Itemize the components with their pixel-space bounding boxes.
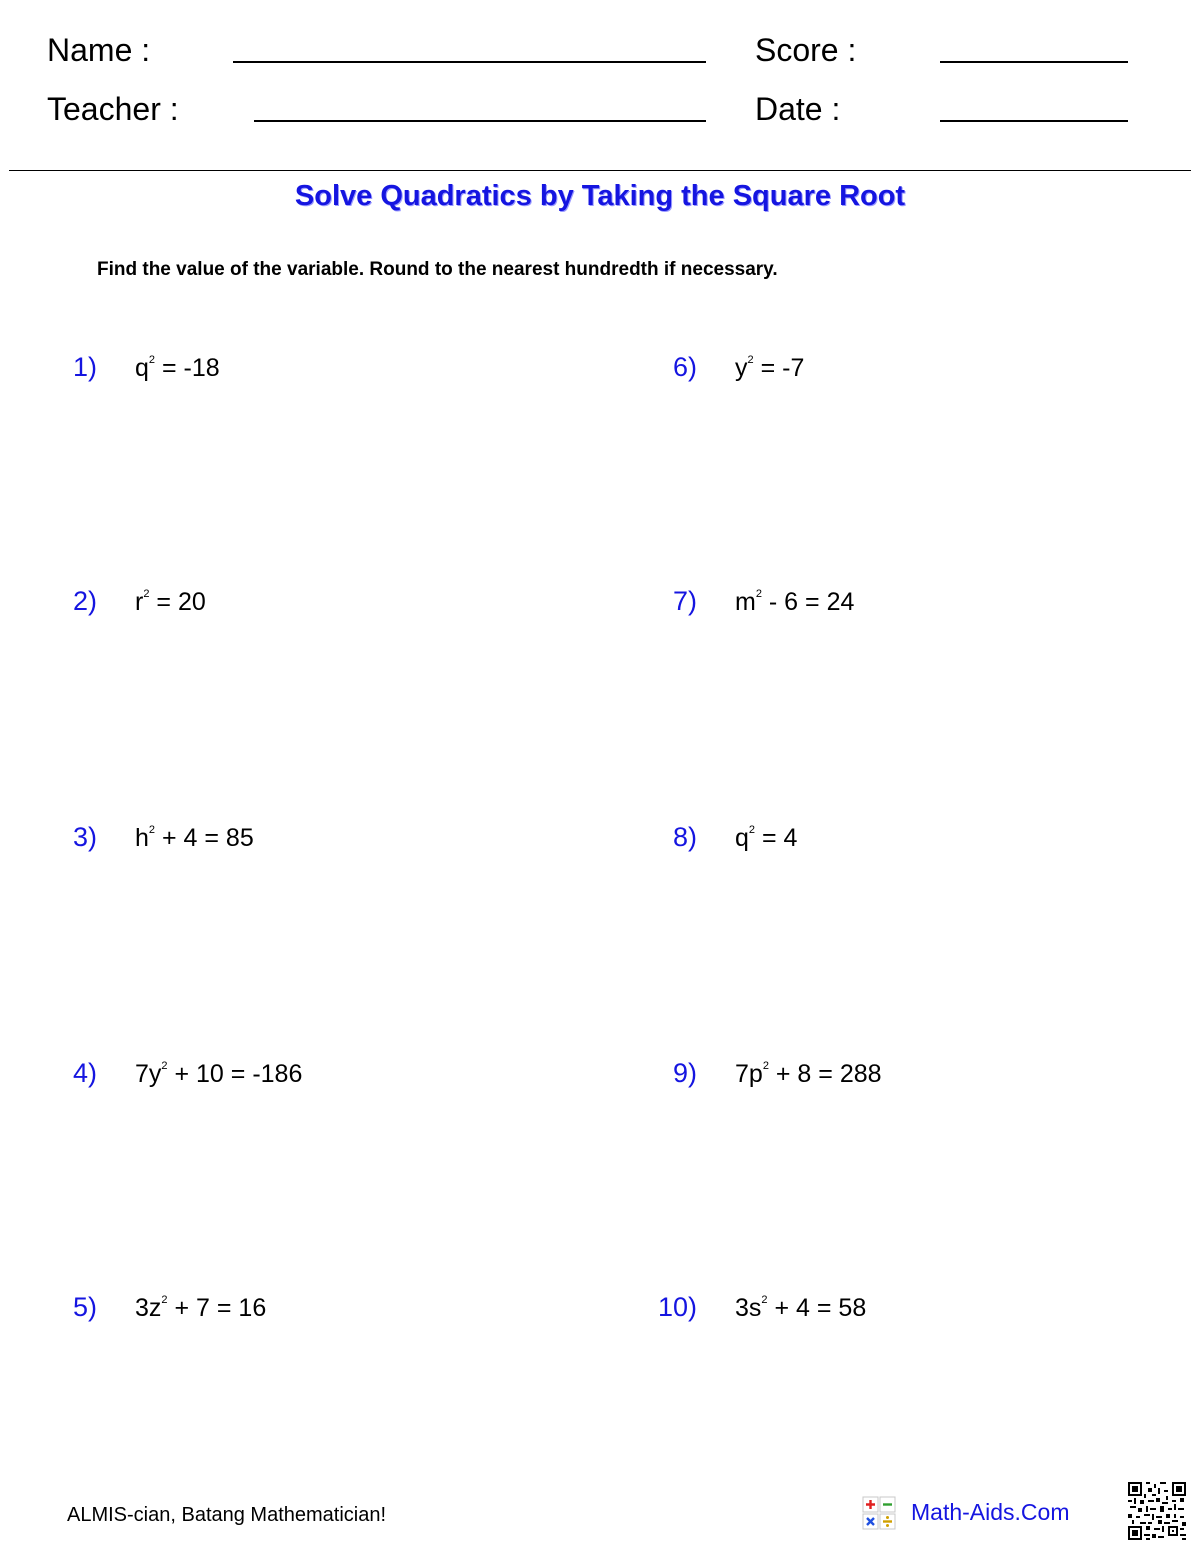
name-label: Name : [47, 32, 151, 68]
name-blank[interactable] [233, 61, 706, 63]
problem-number: 7) [672, 586, 697, 616]
problem-equation: $q^2 = 4$ [735, 823, 798, 852]
problem-number: 1) [72, 352, 97, 382]
problem-number: 5) [72, 1292, 97, 1322]
score-blank[interactable] [940, 61, 1128, 63]
teacher-blank[interactable] [254, 120, 706, 122]
problem-equation: $q^2 = -18$ [135, 353, 220, 382]
teacher-label: Teacher : [47, 91, 179, 127]
brand-link[interactable]: Math-Aids.Com [911, 1499, 1070, 1525]
qr-code-icon [1128, 1482, 1186, 1540]
score-label: Score : [755, 32, 857, 68]
problem-equation: $7y^2 + 10 = -186$ [135, 1059, 303, 1088]
problem-number: 3) [72, 822, 97, 852]
problem-number: 6) [672, 352, 697, 382]
page-title: Solve Quadratics by Taking the Square Root [294, 180, 906, 212]
problem-equation: $r^2 = 20$ [135, 587, 206, 616]
problem-number: 8) [672, 822, 697, 852]
math-operators-logo-icon [862, 1496, 896, 1530]
header-divider [9, 170, 1191, 171]
problem-equation: $3s^2 + 4 = 58$ [735, 1293, 867, 1322]
problem-equation: $m^2 - 6 = 24$ [735, 587, 855, 616]
problem-equation: $h^2 + 4 = 85$ [135, 823, 254, 852]
problem-equation: $3z^2 + 7 = 16$ [135, 1293, 267, 1322]
problem-number: 10) [657, 1292, 697, 1322]
date-blank[interactable] [940, 120, 1128, 122]
problem-equation: $y^2 = -7$ [735, 353, 805, 382]
problem-number: 4) [72, 1058, 97, 1088]
date-label: Date : [755, 91, 841, 127]
instructions: Find the value of the variable. Round to the nearest hundredth if necessary. [97, 259, 778, 280]
problem-number: 2) [72, 586, 97, 616]
problem-number: 9) [672, 1058, 697, 1088]
footer-text: ALMIS-cian, Batang Mathematician! [67, 1504, 387, 1526]
problem-equation: $7p^2 + 8 = 288$ [735, 1059, 882, 1088]
